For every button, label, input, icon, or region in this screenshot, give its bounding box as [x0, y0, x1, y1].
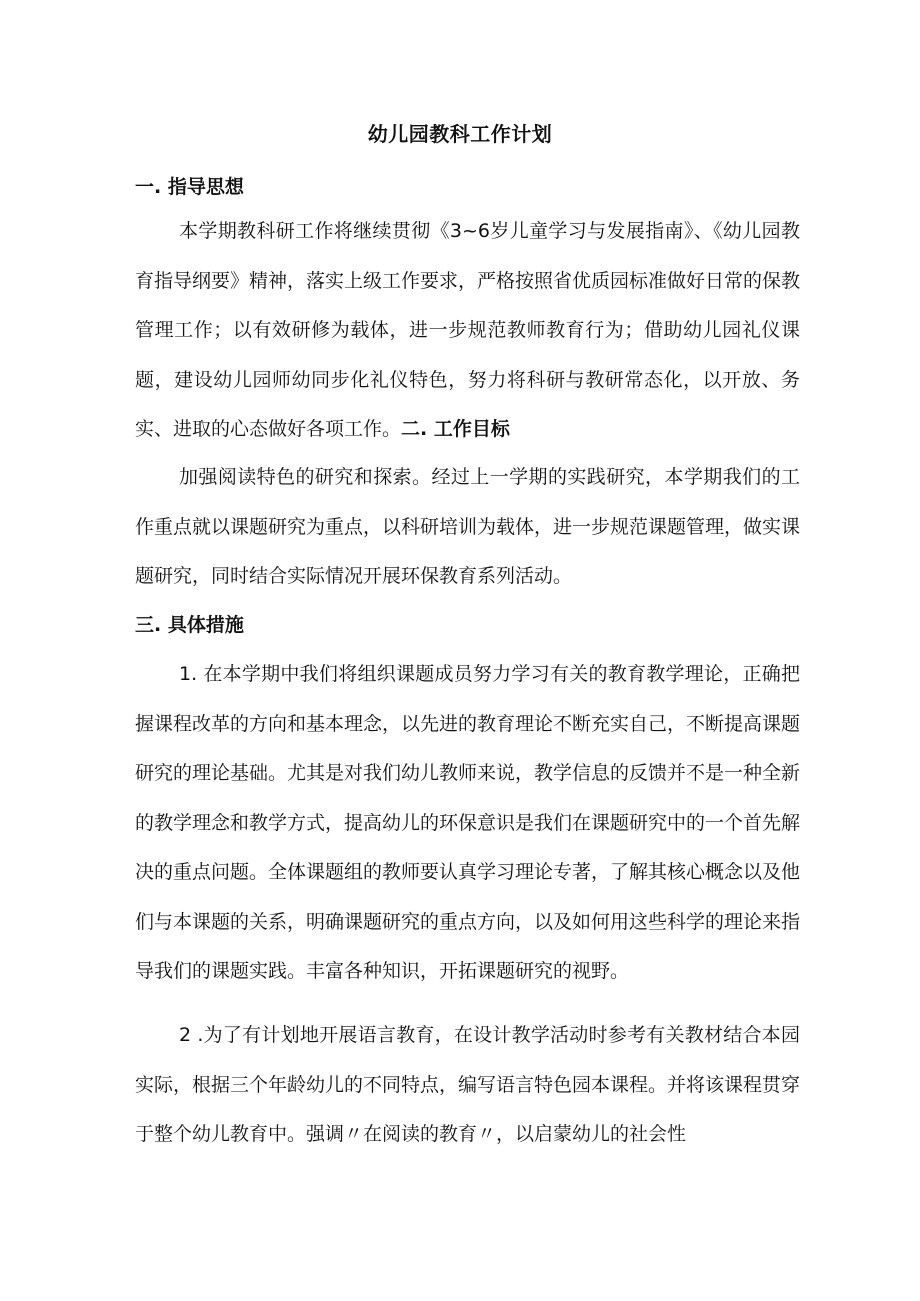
section-heading-specific-measures: 三. 具体措施	[135, 614, 244, 636]
section-paragraph-guiding-ideology	[135, 207, 800, 455]
document-title: 幼儿园教科工作计划	[367, 122, 553, 146]
section-heading-work-goals: 二. 工作目标	[401, 418, 510, 440]
section-paragraph-work-goals: 加强阅读特色的研究和探索。经过上一学期的实践研究，本学期我们的工作重点就以课题研究为重点，以科研培训为载体，进一步规范课题管理，做实课题研究，同时结合实际情况开展环保教育系列活动。	[135, 466, 801, 587]
section-heading-guiding-ideology: 一. 指导思想	[135, 176, 244, 198]
measure-paragraph-2: 2 .为了有计划地开展语言教育，在设计教学活动时参考有关教材结合本园实际，根据三个年龄幼儿的不同特点，编写语言特色园本课程。并将该课程贯穿于整个幼儿教育中。强调〃在阅读的教育〃，以启蒙幼儿的社会性	[135, 1024, 801, 1145]
paragraph-text: 本学期教科研工作将继续贯彻《3~6岁儿童学习与发展指南》、《幼儿园教育指导纲要》精神，落实上级工作要求，严格按照省优质园标准做好日常的保教管理工作；以有效研修为载体，进一步规范教师教育行为；借助幼儿园礼仪课题，建设幼儿园师幼同步化礼仪特色，努力将科研与教研常态化，以开放、务实、进取的心态做好各项工作。	[135, 220, 801, 440]
measure-paragraph-1: 1. 在本学期中我们将组织课题成员努力学习有关的教育教学理论，正确把握课程改革的方向和基本理念，以先进的教育理论不断充实自己，不断提高课题研究的理论基础。尤其是对我们幼儿教师来说，教学信息的反馈并不是一种全新的教学理念和教学方式，提高幼儿的环保意识是我们在课题研究中的一个首先解决的重点问题。全体课题组的教师要认真学习理论专著，了解其核心概念以及他们与本课题的关系，明确课题研究的重点方向，以及如何用这些科学的理论来指导我们的课题实践。丰富各种知识，开拓课题研究的视野。	[135, 663, 801, 982]
